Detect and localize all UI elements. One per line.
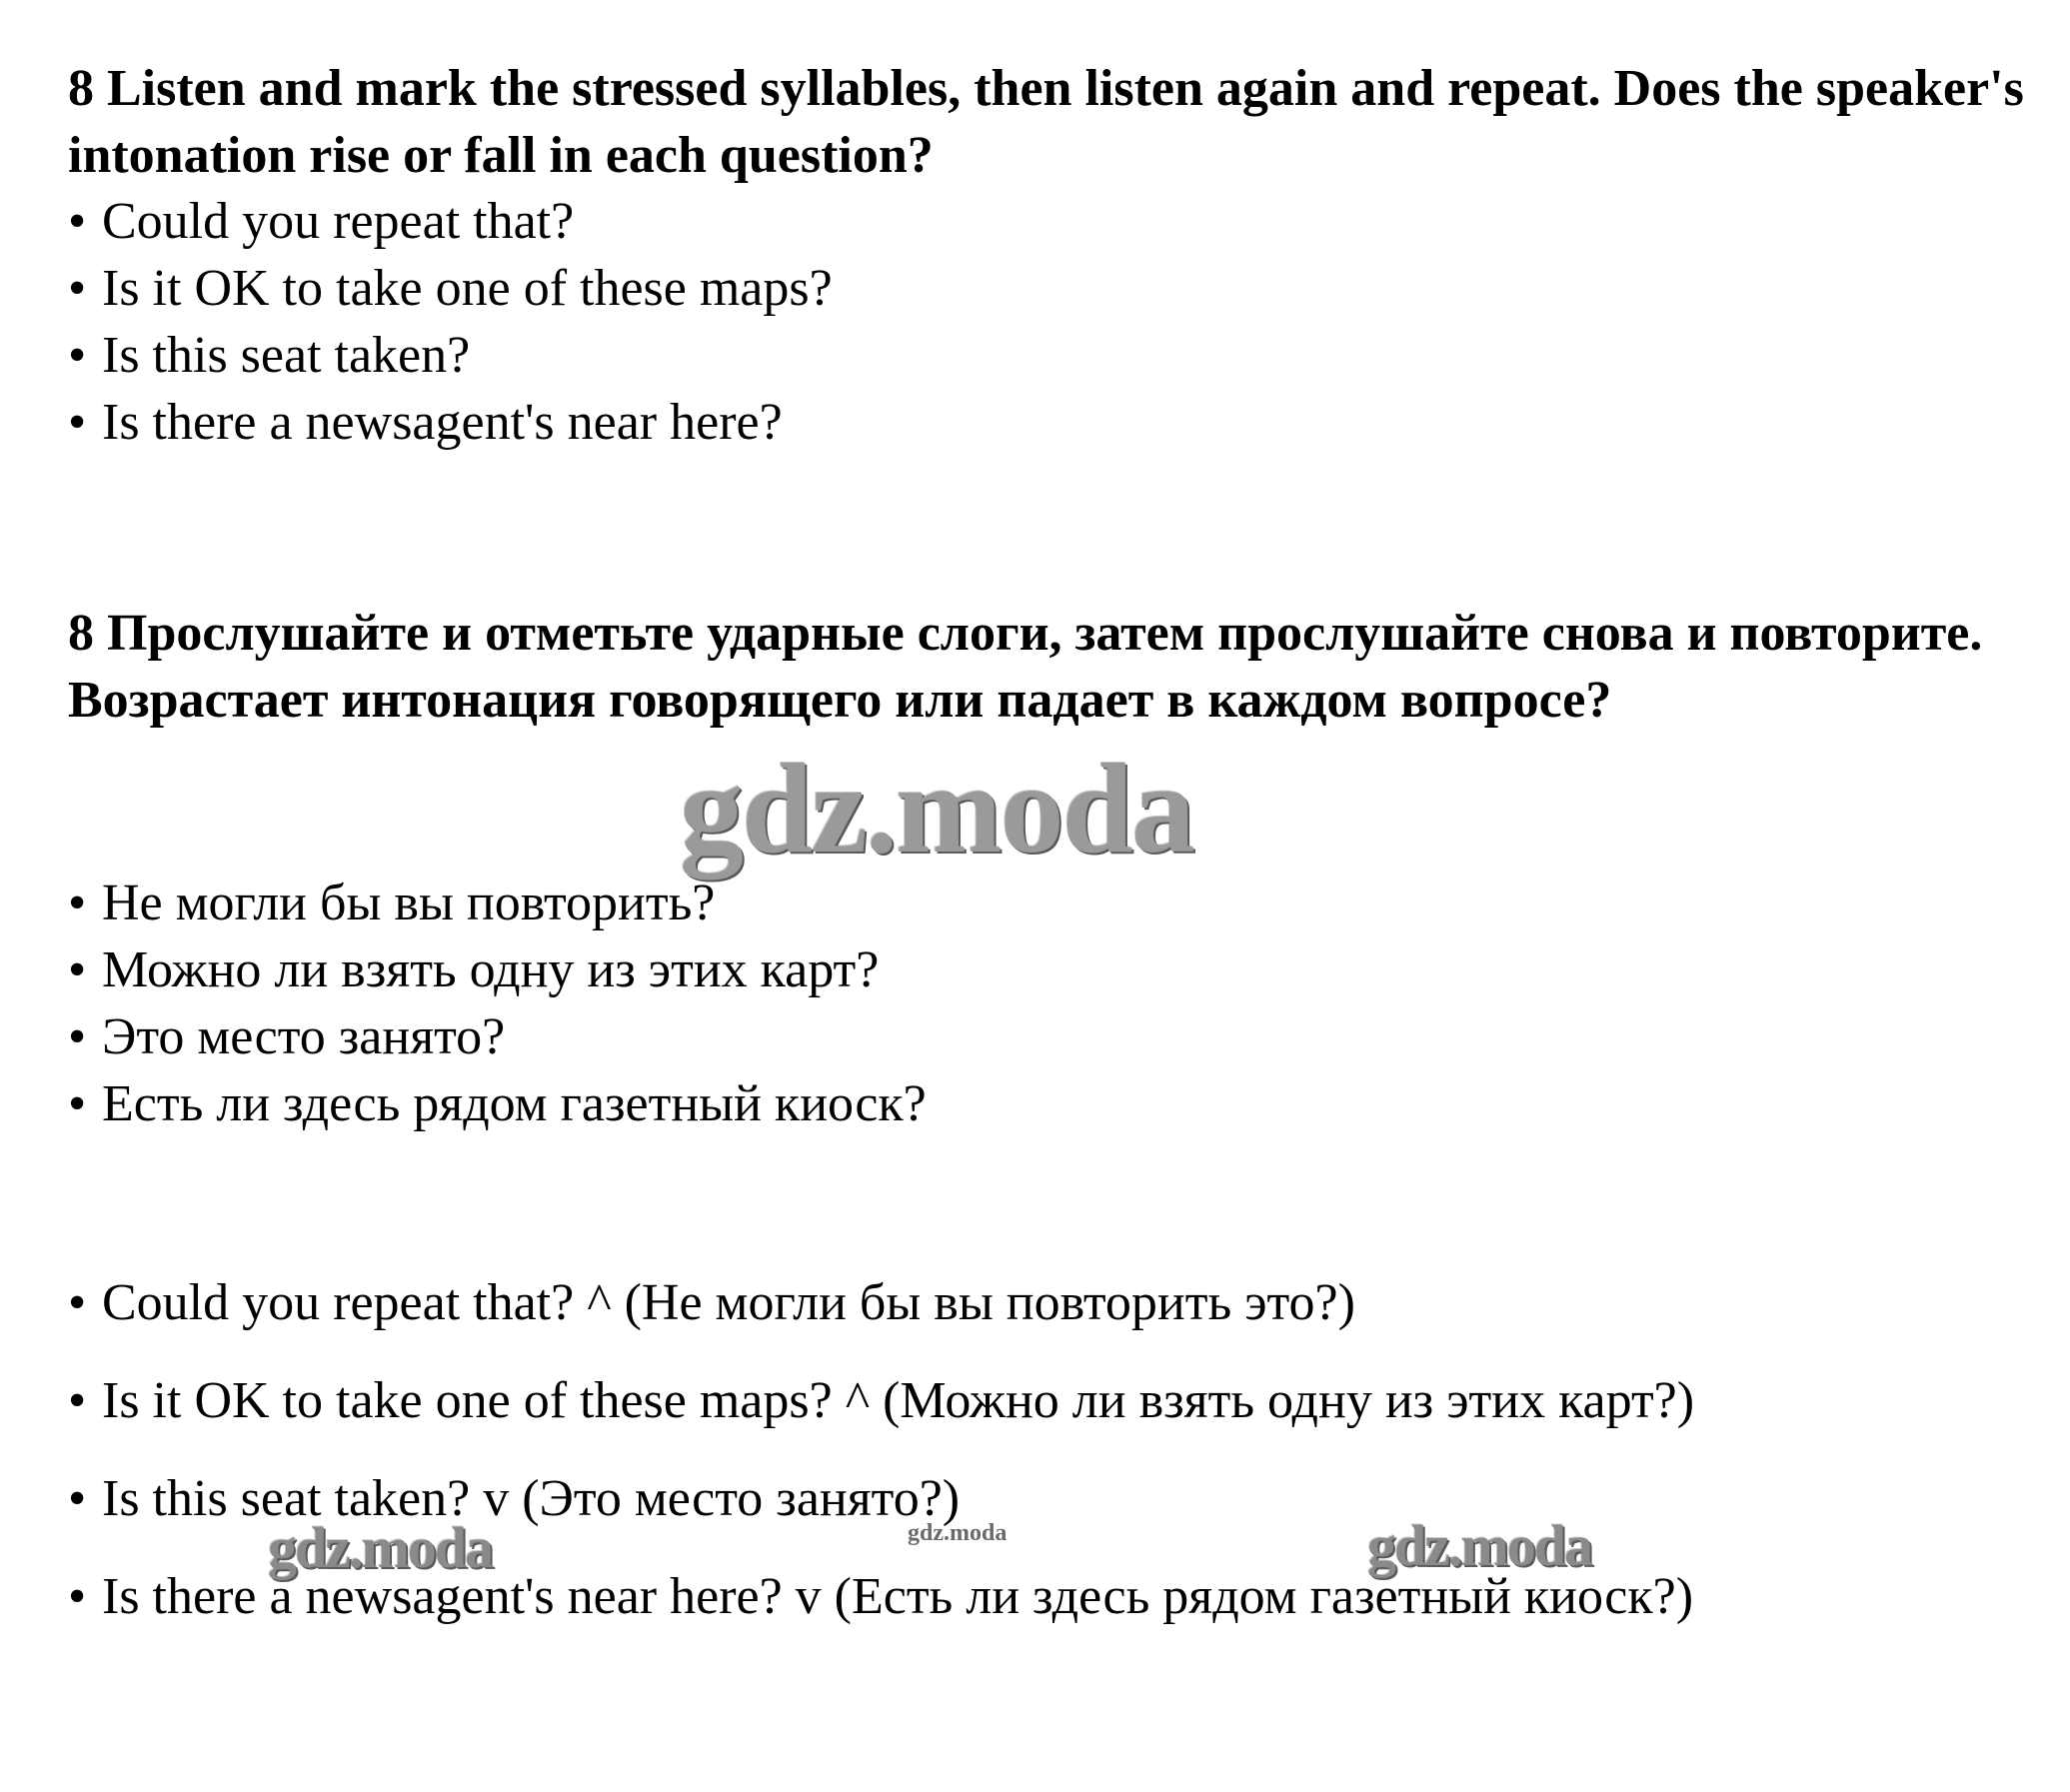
answer-item: • Is this seat taken? v (Это место занято?) xyxy=(68,1465,1694,1563)
english-question-list xyxy=(68,188,833,456)
answer-item: • Could you repeat that? ^ (Не могли бы вы повторить это?) xyxy=(68,1269,1694,1367)
russian-question-item: • Можно ли взять одну из этих карт? xyxy=(68,936,927,1003)
watermark-small-right: gdz.moda xyxy=(1367,1513,1592,1578)
watermark-main: gdz.moda xyxy=(680,738,1193,880)
russian-question-item: • Не могли бы вы повторить? xyxy=(68,870,927,936)
document-page xyxy=(68,0,2047,1792)
answer-item: • Is it OK to take one of these maps? ^ (Можно ли взять одну из этих карт?) xyxy=(68,1367,1694,1465)
answer-list xyxy=(68,1269,1694,1661)
russian-question-item: • Есть ли здесь рядом газетный киоск? xyxy=(68,1070,927,1137)
watermark-small-center: gdz.moda xyxy=(908,1520,1008,1546)
russian-task-heading: 8 Прослушайте и отметьте ударные слоги, затем прослушайте снова и повторите. Возрастает интонация говорящего или падает в каждом вопросе? xyxy=(68,605,1983,729)
russian-question-list xyxy=(68,870,927,1137)
english-question-item: • Is it OK to take one of these maps? xyxy=(68,255,833,322)
english-task-heading: 8 Listen and mark the stressed syllables, then listen again and repeat. Does the speaker's intonation rise or fall in each question? xyxy=(68,60,2024,184)
russian-question-item: • Это место занято? xyxy=(68,1003,927,1070)
english-question-item: • Is there a newsagent's near here? xyxy=(68,389,833,456)
watermark-small-left: gdz.moda xyxy=(268,1515,493,1580)
english-question-item: • Could you repeat that? xyxy=(68,188,833,255)
answer-item: • Is there a newsagent's near here? v (Есть ли здесь рядом газетный киоск?) xyxy=(68,1563,1694,1661)
english-question-item: • Is this seat taken? xyxy=(68,322,833,389)
